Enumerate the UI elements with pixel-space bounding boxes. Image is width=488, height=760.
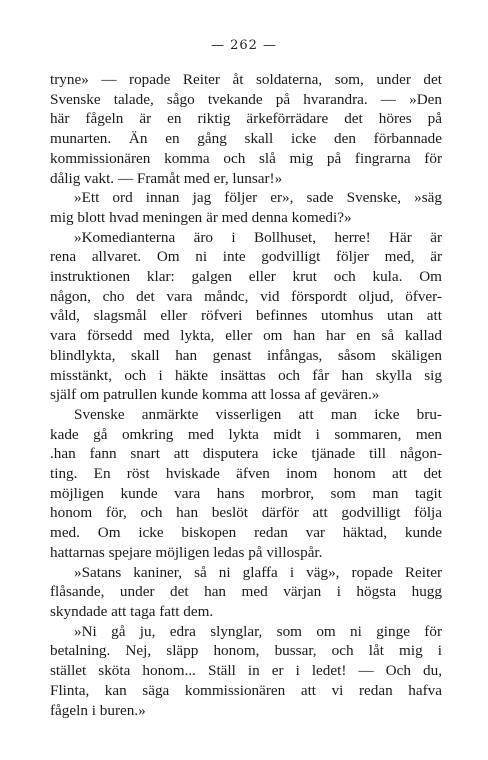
- page-number: — 262 —: [210, 38, 278, 53]
- text-line: vara försedd med lykta, eller om han har en så kallad: [50, 327, 442, 345]
- text-line: »Satans kaniner, så ni glaffa i väg», ropade Reiter: [74, 563, 442, 581]
- text-line: Svenske anmärkte visserligen att man icke bru-: [74, 405, 442, 423]
- text-line: flåsande, under det han med värjan i högsta hugg: [50, 583, 442, 601]
- text-line: .han fann snart att disputera icke tjänade till någon-: [50, 445, 442, 463]
- body-text: [50, 70, 442, 720]
- text-line: hattarnas spejare möjligen ledas på villospår.: [50, 543, 323, 561]
- text-line: »Ett ord innan jag följer er», sade Svenske, »säg: [74, 189, 442, 207]
- text-line: med. Om icke biskopen redan var häktad, kunde: [50, 524, 442, 542]
- text-line: blindlykta, skall han genast infångas, såsom skäligen: [50, 346, 442, 364]
- text-line: ting. En röst hviskade äfven inom honom att det: [50, 465, 442, 483]
- text-line: skyndade att taga fatt dem.: [50, 602, 214, 620]
- text-line: dålig vakt. — Framåt med er, lunsar!»: [50, 169, 283, 187]
- text-line: våld, slagsmål eller röfveri befinnes utomhus utan att: [50, 307, 442, 325]
- text-line: honom för, och han beslöt därför att godvilligt följa: [50, 504, 442, 522]
- text-line: här fågeln är en riktig ärkeförrädare det höres på: [50, 110, 442, 128]
- text-line: kade gå omkring med lykta midt i sommaren, men: [50, 425, 442, 443]
- text-line: tryne» — ropade Reiter åt soldaterna, som, under det: [50, 71, 442, 88]
- text-line: misstänkt, och i häkte insättas och får han skylla sig: [50, 366, 442, 384]
- text-line: själf om patrullen kunde komma att lossa af gevären.»: [50, 386, 380, 404]
- text-line: möjligen kunde vara hans morbror, som man tagit: [50, 484, 442, 502]
- text-line: fågeln i buren.»: [50, 701, 146, 719]
- text-line: »Komedianterna äro i Bollhuset, herre! Här är: [74, 228, 442, 246]
- text-line: någon, cho det vara måndc, vid förspordt oljud, öfver-: [50, 287, 442, 305]
- text-line: »Ni gå ju, edra slynglar, som om ni ginge för: [74, 622, 442, 640]
- text-line: Flinta, kan säga kommissionären att vi redan hafva: [50, 681, 442, 699]
- text-line: Svenske talade, sågo tvekande på hvarandra. — »Den: [50, 90, 442, 108]
- text-line: kommissionären komma och slå mig på fingrarna för: [50, 149, 442, 167]
- text-line: munarten. Än en gång skall icke den förbannade: [50, 130, 442, 148]
- text-line: rena allvaret. Om ni inte godvilligt följer med, är: [50, 248, 442, 266]
- text-line: instruktionen klar: galgen eller krut och kula. Om: [50, 268, 442, 286]
- text-line: mig blott hvad meningen är med denna komedi?»: [50, 208, 352, 226]
- text-line: stället sköta honom... Ställ in er i ledet! — Och du,: [50, 662, 442, 680]
- text-line: betalning. Nej, släpp honom, bussar, och låt mig i: [50, 642, 442, 660]
